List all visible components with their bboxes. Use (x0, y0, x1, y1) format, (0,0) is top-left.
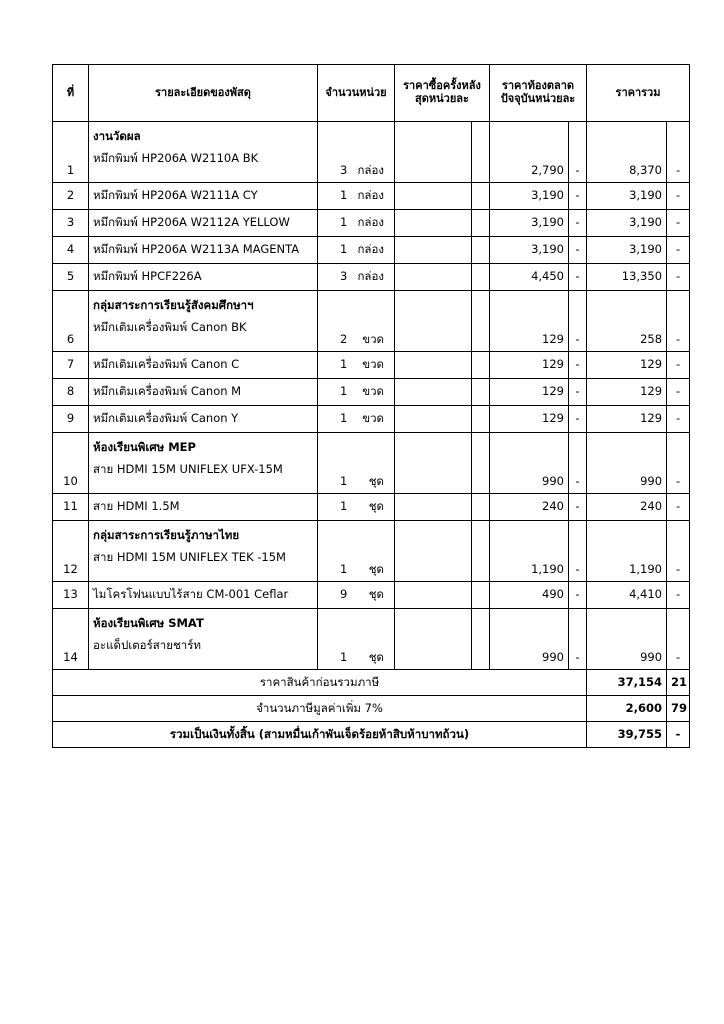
item-quantity: 1 (340, 188, 348, 203)
header-row (53, 65, 690, 122)
total-price: 258 (587, 291, 667, 352)
table-row (53, 183, 690, 210)
item-description-cell (89, 609, 318, 670)
item-description: อะแด็ปเตอร์สายชาร์ท (93, 638, 201, 652)
item-description-cell (89, 433, 318, 494)
last-price-decimal-cell (472, 433, 490, 494)
item-quantity-cell (318, 264, 395, 291)
market-price-decimal: - (569, 237, 587, 264)
item-number: 10 (53, 433, 89, 494)
market-price: 990 (490, 433, 569, 494)
last-price-cell (395, 237, 472, 264)
header-market-price: ราคาท้องตลาดปัจจุบันหน่วยละ (490, 65, 587, 122)
total-price: 1,190 (587, 521, 667, 582)
item-number: 12 (53, 521, 89, 582)
item-unit: กล่อง (357, 162, 384, 177)
item-description: หมึกพิมพ์ HP206A W2111A CY (89, 183, 318, 210)
item-description: หมึกพิมพ์ HP206A W2113A MAGENTA (89, 237, 318, 264)
total-price: 129 (587, 406, 667, 433)
table-row (53, 291, 690, 352)
last-price-cell (395, 609, 472, 670)
item-quantity: 3 (340, 269, 348, 284)
item-quantity: 2 (340, 331, 348, 346)
item-unit: กล่อง (357, 188, 384, 203)
total-price: 8,370 (587, 122, 667, 183)
last-price-cell (395, 210, 472, 237)
last-price-cell (395, 352, 472, 379)
subtotal-label: ราคาสินค้าก่อนรวมภาษี (53, 670, 587, 696)
item-quantity: 1 (340, 384, 348, 399)
item-quantity: 1 (340, 561, 348, 576)
item-number: 3 (53, 210, 89, 237)
item-quantity: 1 (340, 473, 348, 488)
item-number: 1 (53, 122, 89, 183)
table-row (53, 494, 690, 521)
market-price: 2,790 (490, 122, 569, 183)
vat-row (53, 696, 690, 722)
total-price: 129 (587, 379, 667, 406)
item-unit: ชุด (368, 499, 384, 514)
item-number: 9 (53, 406, 89, 433)
item-quantity: 1 (340, 499, 348, 514)
last-price-cell (395, 291, 472, 352)
market-price-decimal: - (569, 352, 587, 379)
last-price-decimal-cell (472, 379, 490, 406)
total-price: 4,410 (587, 582, 667, 609)
total-price-decimal: - (667, 122, 690, 183)
item-quantity-cell (318, 406, 395, 433)
total-price-decimal: - (667, 494, 690, 521)
price-table (52, 64, 690, 748)
market-price-decimal: - (569, 379, 587, 406)
grand-total-label: รวมเป็นเงินทั้งสิ้น (สามหมื่นเก้าพันเจ็ดร้อยห้าสิบห้าบาทถ้วน) (53, 722, 587, 748)
item-quantity-cell (318, 210, 395, 237)
item-number: 8 (53, 379, 89, 406)
group-title: ห้องเรียนพิเศษ MEP (93, 440, 196, 454)
group-title: ห้องเรียนพิเศษ SMAT (93, 616, 204, 630)
item-unit: ชุด (368, 473, 384, 488)
header-total: ราคารวม (587, 65, 690, 122)
market-price: 3,190 (490, 237, 569, 264)
total-price-decimal: - (667, 210, 690, 237)
header-description: รายละเอียดของพัสดุ (89, 65, 318, 122)
item-description-cell (89, 291, 318, 352)
total-price: 129 (587, 352, 667, 379)
item-quantity-cell (318, 521, 395, 582)
market-price: 1,190 (490, 521, 569, 582)
item-number: 5 (53, 264, 89, 291)
total-price: 3,190 (587, 237, 667, 264)
item-quantity-cell (318, 379, 395, 406)
item-quantity: 1 (340, 242, 348, 257)
last-price-decimal-cell (472, 609, 490, 670)
table-row (53, 379, 690, 406)
table-row (53, 406, 690, 433)
item-number: 4 (53, 237, 89, 264)
market-price: 990 (490, 609, 569, 670)
total-price-decimal: - (667, 582, 690, 609)
item-number: 13 (53, 582, 89, 609)
item-number: 6 (53, 291, 89, 352)
group-title: กลุ่มสาระการเรียนรู้สังคมศึกษาฯ (93, 298, 254, 312)
total-price-decimal: - (667, 352, 690, 379)
grand-total-decimal: - (667, 722, 690, 748)
item-quantity-cell (318, 609, 395, 670)
item-description: หมึกเติมเครื่องพิมพ์ Canon Y (89, 406, 318, 433)
total-price-decimal: - (667, 237, 690, 264)
last-price-cell (395, 582, 472, 609)
item-description: หมึกพิมพ์ HPCF226A (89, 264, 318, 291)
market-price-decimal: - (569, 582, 587, 609)
item-quantity-cell (318, 122, 395, 183)
item-unit: กล่อง (357, 269, 384, 284)
item-description: สาย HDMI 1.5M (89, 494, 318, 521)
total-price-decimal: - (667, 406, 690, 433)
market-price-decimal: - (569, 291, 587, 352)
item-description: หมึกเติมเครื่องพิมพ์ Canon M (89, 379, 318, 406)
last-price-decimal-cell (472, 494, 490, 521)
total-price: 13,350 (587, 264, 667, 291)
table-row (53, 521, 690, 582)
item-unit: ชุด (368, 587, 384, 602)
market-price: 129 (490, 352, 569, 379)
total-price-decimal: - (667, 291, 690, 352)
market-price-decimal: - (569, 264, 587, 291)
item-quantity-cell (318, 582, 395, 609)
last-price-decimal-cell (472, 406, 490, 433)
item-description: หมึกเติมเครื่องพิมพ์ Canon BK (93, 320, 247, 334)
header-no: ที่ (53, 65, 89, 122)
last-price-decimal-cell (472, 352, 490, 379)
grand-total-value: 39,755 (587, 722, 667, 748)
subtotal-decimal: 21 (667, 670, 690, 696)
item-quantity-cell (318, 291, 395, 352)
item-unit: ขวด (362, 331, 384, 346)
item-quantity-cell (318, 352, 395, 379)
table-row (53, 609, 690, 670)
market-price-decimal: - (569, 433, 587, 494)
market-price-decimal: - (569, 521, 587, 582)
subtotal-row (53, 670, 690, 696)
vat-value: 2,600 (587, 696, 667, 722)
item-quantity: 9 (340, 587, 348, 602)
item-quantity: 1 (340, 649, 348, 664)
table-body (53, 122, 690, 670)
item-quantity-cell (318, 494, 395, 521)
market-price-decimal: - (569, 406, 587, 433)
item-description: สาย HDMI 15M UNIFLEX TEK -15M (93, 550, 286, 564)
market-price-decimal: - (569, 210, 587, 237)
item-description-cell (89, 122, 318, 183)
item-quantity-cell (318, 433, 395, 494)
market-price: 3,190 (490, 183, 569, 210)
item-number: 2 (53, 183, 89, 210)
item-quantity: 1 (340, 215, 348, 230)
market-price-decimal: - (569, 494, 587, 521)
item-number: 14 (53, 609, 89, 670)
last-price-decimal-cell (472, 122, 490, 183)
total-price: 3,190 (587, 183, 667, 210)
table-row (53, 210, 690, 237)
group-title: กลุ่มสาระการเรียนรู้ภาษาไทย (93, 528, 240, 542)
table-row (53, 237, 690, 264)
vat-decimal: 79 (667, 696, 690, 722)
market-price: 129 (490, 291, 569, 352)
market-price-decimal: - (569, 183, 587, 210)
header-quantity: จำนวนหน่วย (318, 65, 395, 122)
group-title: งานวัดผล (93, 129, 141, 143)
last-price-cell (395, 406, 472, 433)
item-quantity: 3 (340, 162, 348, 177)
item-unit: กล่อง (357, 242, 384, 257)
vat-label: จำนวนภาษีมูลค่าเพิ่ม 7% (53, 696, 587, 722)
item-unit: ชุด (368, 561, 384, 576)
last-price-decimal-cell (472, 210, 490, 237)
market-price: 3,190 (490, 210, 569, 237)
table-row (53, 122, 690, 183)
last-price-decimal-cell (472, 582, 490, 609)
total-price-decimal: - (667, 379, 690, 406)
item-unit: ขวด (362, 411, 384, 426)
item-quantity-cell (318, 237, 395, 264)
item-unit: ชุด (368, 649, 384, 664)
item-description: หมึกพิมพ์ HP206A W2112A YELLOW (89, 210, 318, 237)
market-price: 129 (490, 379, 569, 406)
item-unit: ขวด (362, 357, 384, 372)
subtotal-value: 37,154 (587, 670, 667, 696)
total-price-decimal: - (667, 264, 690, 291)
market-price: 240 (490, 494, 569, 521)
total-price-decimal: - (667, 183, 690, 210)
last-price-decimal-cell (472, 291, 490, 352)
last-price-decimal-cell (472, 521, 490, 582)
item-description: ไมโครโฟนแบบไร้สาย CM-001 Ceflar (89, 582, 318, 609)
last-price-cell (395, 183, 472, 210)
total-price: 990 (587, 609, 667, 670)
item-quantity: 1 (340, 411, 348, 426)
last-price-cell (395, 494, 472, 521)
last-price-cell (395, 433, 472, 494)
item-quantity: 1 (340, 357, 348, 372)
item-quantity-cell (318, 183, 395, 210)
last-price-cell (395, 122, 472, 183)
table-row (53, 264, 690, 291)
market-price: 4,450 (490, 264, 569, 291)
market-price: 129 (490, 406, 569, 433)
total-price: 240 (587, 494, 667, 521)
table-row (53, 352, 690, 379)
total-price-decimal: - (667, 521, 690, 582)
header-last-price: ราคาซื้อครั้งหลังสุดหน่วยละ (395, 65, 490, 122)
last-price-decimal-cell (472, 264, 490, 291)
item-description: สาย HDMI 15M UNIFLEX UFX-15M (93, 462, 283, 476)
market-price-decimal: - (569, 122, 587, 183)
item-description-cell (89, 521, 318, 582)
item-description: หมึกพิมพ์ HP206A W2110A BK (93, 151, 259, 165)
last-price-decimal-cell (472, 183, 490, 210)
last-price-cell (395, 521, 472, 582)
table-row (53, 433, 690, 494)
table-row (53, 582, 690, 609)
item-unit: กล่อง (357, 215, 384, 230)
total-price: 990 (587, 433, 667, 494)
total-price: 3,190 (587, 210, 667, 237)
grand-total-row (53, 722, 690, 748)
item-unit: ขวด (362, 384, 384, 399)
item-number: 7 (53, 352, 89, 379)
total-price-decimal: - (667, 609, 690, 670)
last-price-cell (395, 379, 472, 406)
market-price-decimal: - (569, 609, 587, 670)
last-price-decimal-cell (472, 237, 490, 264)
item-number: 11 (53, 494, 89, 521)
total-price-decimal: - (667, 433, 690, 494)
market-price: 490 (490, 582, 569, 609)
last-price-cell (395, 264, 472, 291)
item-description: หมึกเติมเครื่องพิมพ์ Canon C (89, 352, 318, 379)
